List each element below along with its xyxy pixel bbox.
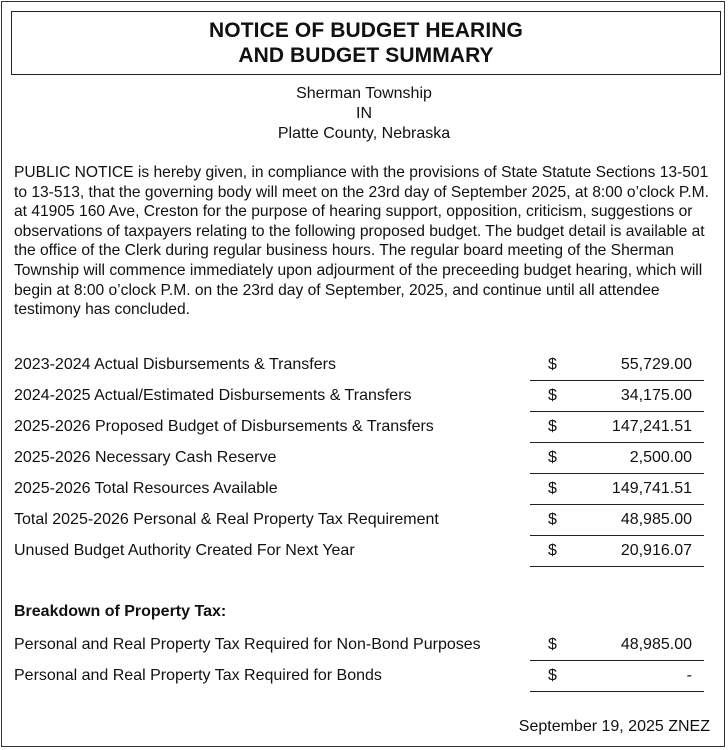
row-label: 2025-2026 Necessary Cash Reserve: [14, 449, 277, 466]
amount-cell: [530, 661, 704, 692]
publication-date: September 19, 2025 ZNEZ: [518, 718, 710, 735]
currency-symbol: $: [548, 511, 557, 528]
breakdown-row: [14, 630, 704, 661]
amount-cell: [530, 630, 704, 661]
row-label: 2023-2024 Actual Disbursements & Transfers: [14, 356, 336, 373]
entity-name: Sherman Township: [296, 85, 432, 102]
amount-value: 20,916.07: [620, 542, 692, 559]
public-notice-text: PUBLIC NOTICE is hereby given, in compliance with the provisions of State Statute Sections 13-501 to 13-513, that the governing body will meet on the 23rd day of September 2025, at 8:00 o’clock P.M. at 41905 160 Ave, Creston for the purpose of hearing support, opposition, criticism, suggestions or observations of taxpayers relating to the following proposed budget. The budget detail is available at the office of the Clerk during regular business hours. The regular board meeting of the Sherman Township will commence immediately upon adjourment of the preceeding budget hearing, which will begin at 8:00 o’clock P.M. on the 23rd day of September, 2025, and continue until all attendee testimony has concluded.: [14, 164, 709, 319]
summary-row: [14, 505, 704, 536]
entity-county: Platte County, Nebraska: [277, 125, 451, 142]
currency-symbol: $: [548, 542, 557, 559]
row-label: Unused Budget Authority Created For Next Year: [14, 542, 355, 559]
currency-symbol: $: [548, 387, 557, 404]
row-label: Total 2025-2026 Personal & Real Property Tax Requirement: [14, 511, 439, 528]
row-label: Personal and Real Property Tax Required for Bonds: [14, 667, 382, 684]
currency-symbol: $: [548, 636, 557, 653]
breakdown-row: [14, 661, 704, 692]
amount-cell: [530, 443, 704, 474]
summary-row: [14, 350, 704, 381]
amount-cell: [530, 350, 704, 381]
amount-value: 149,741.51: [611, 480, 692, 497]
budget-summary-table: [14, 350, 704, 567]
breakdown-table: [14, 630, 704, 692]
amount-value: 48,985.00: [620, 511, 692, 528]
amount-value: -: [686, 667, 692, 684]
title-line-2: AND BUDGET SUMMARY: [238, 44, 494, 67]
amount-cell: [530, 505, 704, 536]
currency-symbol: $: [548, 449, 557, 466]
currency-symbol: $: [548, 480, 557, 497]
summary-row: [14, 381, 704, 412]
amount-value: 55,729.00: [620, 356, 692, 373]
amount-cell: [530, 474, 704, 505]
amount-value: 2,500.00: [629, 449, 692, 466]
amount-cell: [530, 536, 704, 567]
amount-value: 147,241.51: [611, 418, 692, 435]
amount-cell: [530, 412, 704, 443]
summary-row: [14, 443, 704, 474]
entity-header: [0, 84, 728, 144]
summary-row: [14, 412, 704, 443]
amount-cell: [530, 381, 704, 412]
row-label: 2025-2026 Proposed Budget of Disbursements & Transfers: [14, 418, 434, 435]
summary-row: [14, 474, 704, 505]
title-line-1: NOTICE OF BUDGET HEARING: [209, 19, 523, 42]
amount-value: 48,985.00: [620, 636, 692, 653]
currency-symbol: $: [548, 667, 557, 684]
row-label: 2025-2026 Total Resources Available: [14, 480, 278, 497]
entity-in: IN: [356, 105, 372, 122]
row-label: 2024-2025 Actual/Estimated Disbursements & Transfers: [14, 387, 412, 404]
breakdown-heading: Breakdown of Property Tax:: [14, 603, 227, 620]
currency-symbol: $: [548, 418, 557, 435]
amount-value: 34,175.00: [620, 387, 692, 404]
row-label: Personal and Real Property Tax Required for Non-Bond Purposes: [14, 636, 481, 653]
summary-row: [14, 536, 704, 567]
currency-symbol: $: [548, 356, 557, 373]
notice-title-box: [11, 11, 721, 75]
